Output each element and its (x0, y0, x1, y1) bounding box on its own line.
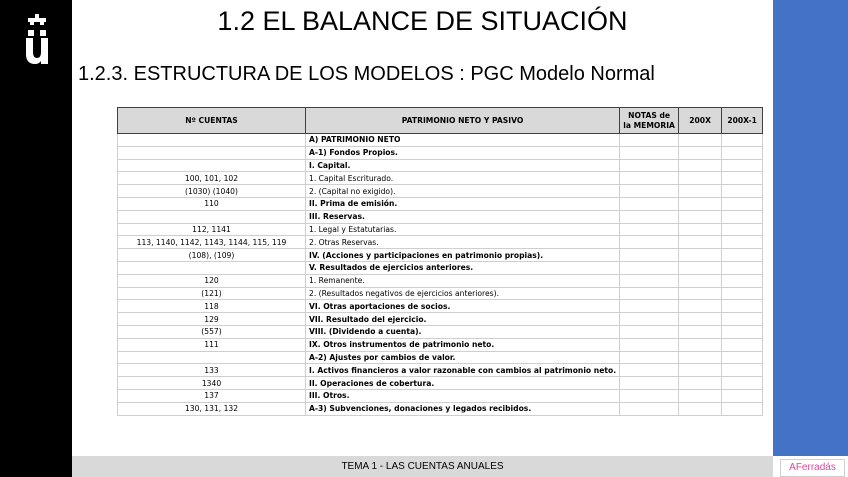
cell-notas (620, 364, 679, 377)
table-row (118, 197, 763, 210)
cell-notas (620, 377, 679, 390)
cell-notas (620, 223, 679, 236)
cell-notas (620, 210, 679, 223)
right-accent-bar (773, 0, 848, 456)
cell-notas (620, 287, 679, 300)
cell-concepto: VII. Resultado del ejercicio. (306, 313, 620, 326)
cell-200x-1 (722, 287, 763, 300)
cell-cuentas (118, 351, 306, 364)
cell-200x-1 (722, 236, 763, 249)
cell-cuentas (118, 210, 306, 223)
cell-cuentas: 137 (118, 389, 306, 402)
cell-200x (679, 389, 722, 402)
cell-200x (679, 172, 722, 185)
cell-notas (620, 134, 679, 147)
table-row (118, 351, 763, 364)
cell-cuentas (118, 146, 306, 159)
cell-cuentas (118, 134, 306, 147)
cell-concepto: IX. Otros instrumentos de patrimonio neto. (306, 338, 620, 351)
cell-notas (620, 351, 679, 364)
slide-title: 1.2 EL BALANCE DE SITUACIÓN (217, 6, 628, 36)
cell-200x-1 (722, 197, 763, 210)
table-row (118, 134, 763, 147)
cell-cuentas (118, 159, 306, 172)
cell-notas (620, 325, 679, 338)
cell-concepto: 2. (Resultados negativos de ejercicios anteriores). (306, 287, 620, 300)
cell-concepto: 1. Remanente. (306, 274, 620, 287)
footer-bar (72, 456, 773, 477)
table-row (118, 223, 763, 236)
cell-cuentas: 110 (118, 197, 306, 210)
table-row (118, 300, 763, 313)
cell-cuentas: (1030) (1040) (118, 185, 306, 198)
cell-200x (679, 146, 722, 159)
cell-notas (620, 300, 679, 313)
cell-concepto: 2. Otras Reservas. (306, 236, 620, 249)
subtitle-text: ESTRUCTURA DE LOS MODELOS : PGC Modelo Normal (133, 63, 655, 85)
table-row (118, 313, 763, 326)
subtitle-number: 1.2.3. (78, 63, 134, 85)
table-row (118, 261, 763, 274)
cell-concepto: A-2) Ajustes por cambios de valor. (306, 351, 620, 364)
header-cuentas: Nº CUENTAS (118, 108, 306, 134)
header-200x: 200X (679, 108, 722, 134)
cell-concepto: III. Otros. (306, 389, 620, 402)
cell-cuentas: (108), (109) (118, 249, 306, 262)
cell-concepto: V. Resultados de ejercicios anteriores. (306, 261, 620, 274)
cell-200x (679, 185, 722, 198)
cell-cuentas: (121) (118, 287, 306, 300)
footer-text: TEMA 1 - LAS CUENTAS ANUALES (341, 461, 504, 472)
cell-notas (620, 274, 679, 287)
cell-200x-1 (722, 402, 763, 415)
cell-200x (679, 338, 722, 351)
cell-cuentas: 100, 101, 102 (118, 172, 306, 185)
cell-concepto: II. Operaciones de cobertura. (306, 377, 620, 390)
cell-cuentas: 112, 1141 (118, 223, 306, 236)
cell-cuentas: 118 (118, 300, 306, 313)
cell-concepto: A-1) Fondos Propios. (306, 146, 620, 159)
cell-200x (679, 197, 722, 210)
cell-200x (679, 210, 722, 223)
cell-concepto: IV. (Acciones y participaciones en patrimonio propias). (306, 249, 620, 262)
cell-200x-1 (722, 172, 763, 185)
table-row (118, 338, 763, 351)
cell-200x-1 (722, 377, 763, 390)
cell-concepto: III. Reservas. (306, 210, 620, 223)
cell-notas (620, 261, 679, 274)
cell-cuentas: 1340 (118, 377, 306, 390)
cell-cuentas: (557) (118, 325, 306, 338)
cell-200x-1 (722, 300, 763, 313)
cell-notas (620, 313, 679, 326)
cell-notas (620, 249, 679, 262)
cell-200x (679, 300, 722, 313)
left-sidebar (0, 0, 72, 477)
cell-200x-1 (722, 274, 763, 287)
cell-200x (679, 325, 722, 338)
cell-notas (620, 172, 679, 185)
cell-200x (679, 236, 722, 249)
cell-200x-1 (722, 325, 763, 338)
table-row (118, 185, 763, 198)
table-row (118, 389, 763, 402)
cell-200x (679, 249, 722, 262)
cell-cuentas: 129 (118, 313, 306, 326)
cell-200x-1 (722, 134, 763, 147)
cell-cuentas: 130, 131, 132 (118, 402, 306, 415)
header-patrimonio: PATRIMONIO NETO Y PASIVO (306, 108, 620, 134)
cell-200x (679, 274, 722, 287)
cell-200x-1 (722, 389, 763, 402)
cell-notas (620, 338, 679, 351)
cell-concepto: I. Capital. (306, 159, 620, 172)
cell-cuentas: 111 (118, 338, 306, 351)
cell-200x (679, 134, 722, 147)
table-row (118, 249, 763, 262)
cell-concepto: VI. Otras aportaciones de socios. (306, 300, 620, 313)
cell-200x-1 (722, 261, 763, 274)
header-200x-1: 200X-1 (722, 108, 763, 134)
cell-concepto: 2. (Capital no exigido). (306, 185, 620, 198)
cell-200x-1 (722, 185, 763, 198)
cell-cuentas: 120 (118, 274, 306, 287)
table-row (118, 210, 763, 223)
header-notas: NOTAS de la MEMORIA (620, 108, 679, 134)
cell-200x-1 (722, 351, 763, 364)
cell-200x-1 (722, 223, 763, 236)
author-label: AFerradás (780, 459, 845, 477)
cell-200x (679, 351, 722, 364)
university-crown-logo (20, 14, 54, 66)
slide-subtitle (78, 63, 655, 86)
cell-notas (620, 236, 679, 249)
table-row (118, 377, 763, 390)
table-row (118, 274, 763, 287)
cell-200x (679, 313, 722, 326)
cell-200x-1 (722, 146, 763, 159)
cell-concepto: 1. Legal y Estatutarias. (306, 223, 620, 236)
table-row (118, 146, 763, 159)
cell-cuentas (118, 261, 306, 274)
cell-200x (679, 377, 722, 390)
table-row (118, 364, 763, 377)
cell-concepto: 1. Capital Escriturado. (306, 172, 620, 185)
cell-200x-1 (722, 338, 763, 351)
table-row (118, 236, 763, 249)
cell-notas (620, 159, 679, 172)
cell-notas (620, 146, 679, 159)
table-row (118, 159, 763, 172)
cell-concepto: A) PATRIMONIO NETO (306, 134, 620, 147)
cell-concepto: VIII. (Dividendo a cuenta). (306, 325, 620, 338)
table-row (118, 402, 763, 415)
cell-cuentas: 113, 1140, 1142, 1143, 1144, 115, 119 (118, 236, 306, 249)
balance-table (117, 107, 763, 416)
cell-200x-1 (722, 313, 763, 326)
cell-200x (679, 223, 722, 236)
cell-notas (620, 402, 679, 415)
cell-200x (679, 261, 722, 274)
cell-200x-1 (722, 249, 763, 262)
cell-concepto: II. Prima de emisión. (306, 197, 620, 210)
cell-200x (679, 287, 722, 300)
cell-notas (620, 185, 679, 198)
cell-200x-1 (722, 210, 763, 223)
table-row (118, 325, 763, 338)
table-row (118, 172, 763, 185)
cell-concepto: A-3) Subvenciones, donaciones y legados recibidos. (306, 402, 620, 415)
cell-notas (620, 389, 679, 402)
cell-200x (679, 159, 722, 172)
table-header-row (118, 108, 763, 134)
cell-200x (679, 402, 722, 415)
table-row (118, 287, 763, 300)
cell-200x-1 (722, 159, 763, 172)
cell-200x-1 (722, 364, 763, 377)
cell-notas (620, 197, 679, 210)
cell-200x (679, 364, 722, 377)
cell-cuentas: 133 (118, 364, 306, 377)
cell-concepto: I. Activos financieros a valor razonable con cambios al patrimonio neto. (306, 364, 620, 377)
